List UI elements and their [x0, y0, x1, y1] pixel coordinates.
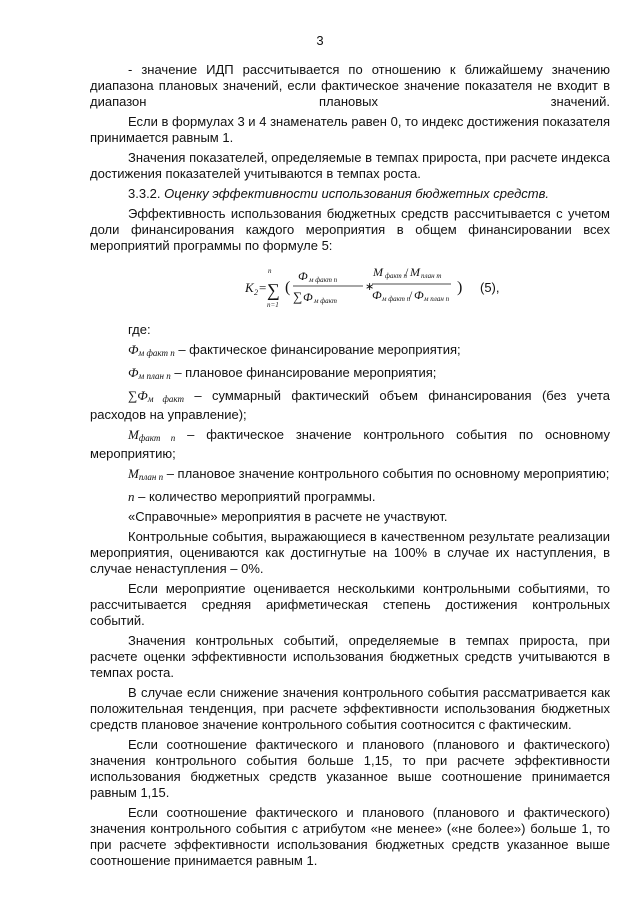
definition-item	[90, 466, 610, 485]
formula-m: М	[373, 265, 383, 279]
formula-phi: Ф	[303, 290, 313, 304]
subscript: м факт	[147, 394, 184, 404]
paragraph: - значение ИДП рассчитывается по отношению к ближайшему значению диапазона плановых значений, если фактическое значение показателя не входит в диапазон плановых значений.	[90, 62, 610, 109]
paragraph: Если соотношение фактического и планового (планового и фактического) значения контрольного события больше 1,15, то при расчете эффективности использования бюджетных средств указанное выше соотношение принимается равным 1,15.	[90, 737, 610, 800]
formula-slash: /	[405, 265, 409, 279]
formula-graphic	[245, 258, 475, 318]
formula-sub-plan-n: м план n	[424, 295, 450, 303]
formula-equals: =	[259, 280, 267, 295]
formula-sub-fakt-n: м факт n	[382, 295, 411, 303]
paragraph: Эффективность использования бюджетных средств рассчитывается с учетом доли финансирования каждого мероприятия в общем финансировании всех мероприятий программы по формуле 5:	[90, 206, 610, 253]
definition-item	[90, 365, 610, 384]
n-symbol: n	[128, 489, 135, 504]
formula-sub-fakt: м факт	[314, 297, 337, 305]
formula-close-paren: )	[457, 279, 463, 296]
formula-phi: Ф	[372, 288, 382, 302]
paragraph: Значения показателей, определяемые в темпах прироста, при расчете индекса достижения показателей учитываются в темпах роста.	[90, 150, 610, 181]
paragraph: где:	[128, 322, 151, 337]
formula-sum-bottom: n=1	[267, 301, 279, 309]
formula-sum-top: n	[268, 267, 272, 275]
formula-times: ∗	[365, 281, 375, 293]
section-title: Оценку эффективности использования бюджетных средств.	[164, 186, 549, 201]
formula-sub-fakt-n: м факт n	[309, 276, 338, 284]
definition-text: – фактическое значение контрольного события по основному мероприятию;	[90, 427, 610, 461]
phi-symbol: Ф	[128, 342, 139, 357]
definition-text: – количество мероприятий программы.	[138, 489, 376, 504]
paragraph: Если соотношение фактического и планового (планового и фактического) значения контрольного события с атрибутом «не менее» («не более») больше 1, то при расчете эффективности использования бюджетных средств указанное выше соотношение принимается равным 1.	[90, 805, 610, 868]
formula-number: (5),	[480, 280, 500, 295]
formula-k-subscript: 2	[254, 288, 258, 297]
phi-symbol: Ф	[128, 365, 139, 380]
definition-item	[90, 427, 610, 462]
subscript: м план n	[138, 371, 171, 381]
phi-symbol: Ф	[137, 388, 148, 403]
formula-open-paren: (	[285, 279, 291, 296]
formula-sub-m-fakt-n: факт n	[385, 272, 407, 280]
paragraph: Если мероприятие оценивается несколькими контрольными событиями, то рассчитывается средняя арифметическая степень достижения контрольных событий.	[90, 581, 610, 628]
definition-text: – плановое финансирование мероприятия;	[174, 365, 437, 380]
page-number: 3	[316, 33, 324, 48]
definition-text: – фактическое финансирование мероприятия;	[178, 342, 461, 357]
formula-phi: Ф	[298, 269, 308, 283]
sum-symbol: ∑	[128, 388, 138, 403]
formula-slash: /	[409, 288, 413, 302]
subscript: м факт n	[138, 348, 175, 358]
definition-text: – плановое значение контрольного события по основному мероприятию;	[166, 466, 610, 481]
section-heading	[90, 186, 610, 202]
paragraph: В случае если снижение значения контрольного события рассматривается как положительная тенденция, при расчете эффективности использования бюджетных средств плановое значение контрольного события соотносится с фактическим.	[90, 685, 610, 732]
subscript: план n	[138, 472, 164, 482]
paragraph: Если в формулах 3 и 4 знаменатель равен 0, то индекс достижения показателя принимается равным 1.	[90, 114, 610, 145]
paragraph: Значения контрольных событий, определяемые в темпах прироста, при расчете оценки эффективности использования бюджетных средств учитываются в темпах роста.	[90, 633, 610, 680]
definition-text: – суммарный фактический объем финансирования (без учета расходов на управление);	[90, 388, 610, 422]
formula-sum-symbol: ∑	[293, 289, 303, 304]
definition-item	[90, 342, 610, 361]
definition-item	[90, 388, 610, 423]
definition-item	[90, 489, 610, 505]
m-symbol: М	[128, 427, 139, 442]
formula-5	[90, 258, 610, 318]
document-body	[90, 62, 610, 873]
formula-m: М	[410, 265, 420, 279]
formula-phi: Ф	[414, 288, 424, 302]
subscript: факт n	[138, 433, 176, 443]
paragraph: «Справочные» мероприятия в расчете не участвуют.	[128, 509, 448, 524]
formula-k-symbol: К	[245, 280, 254, 295]
formula-sum-symbol: ∑	[267, 280, 280, 300]
section-number: 3.3.2.	[128, 186, 161, 201]
formula-sub-m-plan-m: план m	[421, 272, 442, 280]
paragraph: Контрольные события, выражающиеся в качественном результате реализации мероприятия, оцениваются как достигнутые на 100% в случае их наступления, в случае ненаступления – 0%.	[90, 529, 610, 576]
m-symbol: М	[128, 466, 139, 481]
